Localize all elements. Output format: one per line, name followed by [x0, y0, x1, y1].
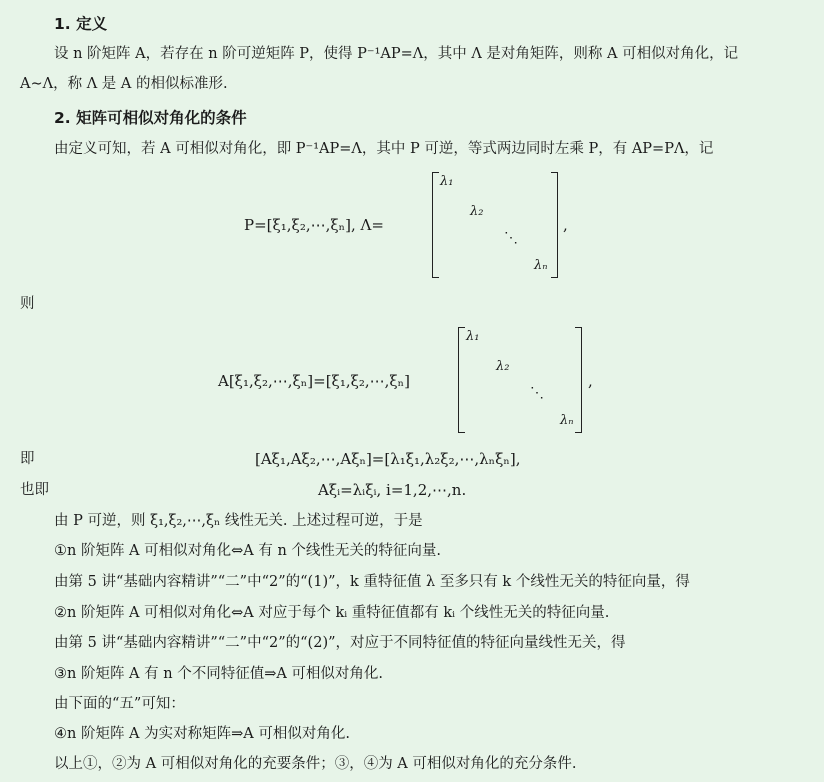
equation-a-times-p: A[ξ₁,ξ₂,⋯,ξₙ]=[ξ₁,ξ₂,⋯,ξₙ] [218, 372, 411, 390]
paragraph-linear-independence: 由 P 可逆，则 ξ₁,ξ₂,⋯,ξₙ 线性无关. 上述过程可逆，于是 [54, 513, 423, 529]
paragraph-summary: 以上①，②为 A 可相似对角化的充要条件；③，④为 A 可相似对角化的充分条件. [54, 756, 577, 772]
matrix-right-bracket [551, 172, 558, 278]
equation-p-lambda-definition: P=[ξ₁,ξ₂,⋯,ξₙ], Λ= [244, 216, 384, 234]
matrix-entry-lambda-2: λ₂ [496, 359, 510, 374]
diagonal-matrix-lambda-2 [458, 327, 582, 433]
equation-column-form: [Aξ₁,Aξ₂,⋯,Aξₙ]=[λ₁ξ₁,λ₂ξ₂,⋯,λₙξₙ], [255, 450, 521, 468]
word-then: 则 [20, 296, 35, 312]
paragraph-reference-5: 由下面的“五”可知： [54, 696, 185, 712]
condition-3: ③n 阶矩阵 A 有 n 个不同特征值⇒A 可相似对角化. [54, 666, 384, 682]
condition-2: ②n 阶矩阵 A 可相似对角化⇔A 对应于每个 kᵢ 重特征值都有 kᵢ 个线性无关的特征向量. [54, 605, 610, 621]
equation-eigen-relation: Aξᵢ=λᵢξᵢ, i=1,2,⋯,n. [318, 481, 467, 499]
section-1-paragraph-line-1: 设 n 阶矩阵 A，若存在 n 阶可逆矩阵 P，使得 P⁻¹AP=Λ，其中 Λ 是对角矩阵，则称 A 可相似对角化，记 [54, 46, 739, 62]
matrix-diagonal-dots: ⋱ [530, 385, 543, 401]
word-namely: 即 [20, 451, 35, 467]
condition-4: ④n 阶矩阵 A 为实对称矩阵⇒A 可相似对角化. [54, 726, 350, 742]
paragraph-reference-2: 由第 5 讲“基础内容精讲”“二”中“2”的“(2)”，对应于不同特征值的特征向量线性无关，得 [54, 635, 626, 651]
equation-1-comma: , [563, 216, 568, 234]
matrix-left-bracket [432, 172, 439, 278]
matrix-entry-lambda-n: λₙ [534, 258, 548, 273]
word-that-is: 也即 [20, 482, 49, 498]
equation-2-comma: , [588, 372, 593, 390]
matrix-right-bracket [575, 327, 582, 433]
matrix-entry-lambda-1: λ₁ [440, 174, 454, 189]
section-1-title: 1. 定义 [54, 15, 108, 33]
matrix-diagonal-dots: ⋱ [504, 230, 517, 246]
condition-1: ①n 阶矩阵 A 可相似对角化⇔A 有 n 个线性无关的特征向量. [54, 543, 442, 559]
paragraph-reference-1: 由第 5 讲“基础内容精讲”“二”中“2”的“(1)”，k 重特征值 λ 至多只有 k 个线性无关的特征向量，得 [54, 574, 690, 590]
matrix-entry-lambda-2: λ₂ [470, 204, 484, 219]
matrix-left-bracket [458, 327, 465, 433]
matrix-entry-lambda-n: λₙ [560, 413, 574, 428]
section-2-paragraph: 由定义可知，若 A 可相似对角化，即 P⁻¹AP=Λ，其中 P 可逆，等式两边同时左乘 P，有 AP=PΛ，记 [54, 141, 714, 157]
matrix-entry-lambda-1: λ₁ [466, 329, 480, 344]
section-1-paragraph-line-2: A∼Λ，称 Λ 是 A 的相似标准形. [20, 76, 228, 92]
section-2-title: 2. 矩阵可相似对角化的条件 [54, 109, 247, 127]
diagonal-matrix-lambda [432, 172, 558, 278]
